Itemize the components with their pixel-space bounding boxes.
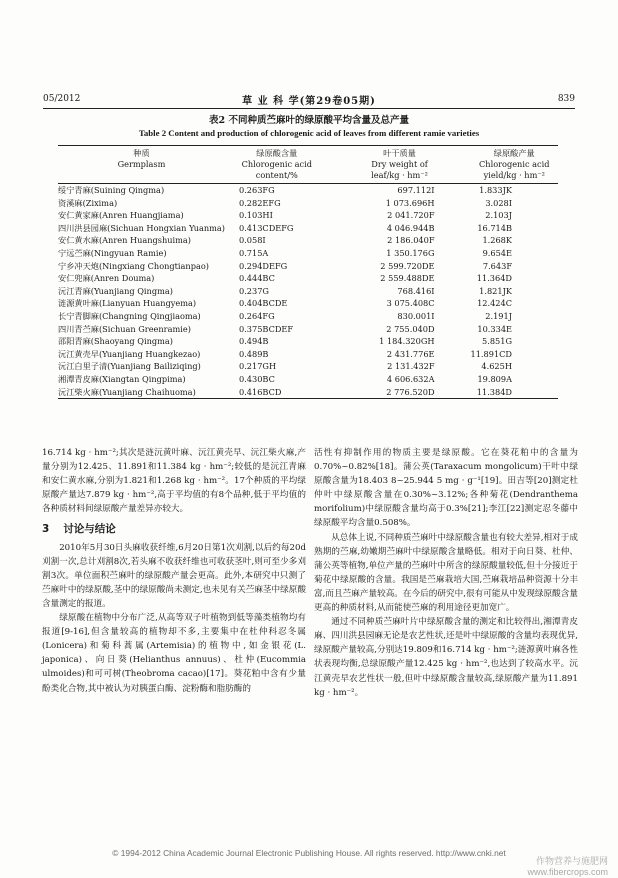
content-cell: 0.294DEFG: [238, 260, 288, 271]
content-cell: 0.282EFG: [238, 197, 281, 208]
paragraph: 绿原酸在植物中分布广泛,从高等双子叶植物到低等藻类植物均有报道[9-16],但含量较高的植物却不多,主要集中在杜仲科忍冬属(Lonicera)和菊科蒿属(Artemisia)的植物中,如金银花(L. japonica)、向日葵(Helianthus annuus)、杜仲(Eucommia ulmoides)和可可树(Theobroma cacao)[17]。葵花粕中含有少量酚类化合物,其中被认为对胰蛋白酶、淀粉酶和脂肪酶的: [42, 613, 306, 694]
dry-weight-cell: 1 073.696H: [385, 197, 435, 208]
paragraph: 从总体上说,不同种质苎麻叶中绿原酸含量也有较大差异,相对于成熟期的苎麻,幼嫩期苎麻叶中绿原酸含量略低。相对于向日葵、杜仲、蒲公英等植物,单位产量的苎麻叶中所含的绿原酸量较低,但十分接近于菊花中绿原酸的含量。我国是苎麻栽培大国,苎麻栽培品种资源十分丰富,而且苎麻产量较高。在今后的研究中,很有可能从中发现绿原酸含量更高的种质材料,从而能使苎麻的利用途径更加宽广。: [314, 532, 578, 614]
germplasm-cell: 资溪麻(Zixima): [58, 197, 118, 208]
germplasm-cell: 四川洪县园麻(Sichuan Hongxian Yuanma): [58, 222, 225, 233]
journal-title: 草 业 科 学(第29卷05期): [242, 96, 376, 107]
dry-weight-cell: 2 599.720DE: [380, 260, 435, 271]
content-cell: 0.430BC: [238, 373, 275, 384]
watermark: 作物营养与施肥网 www.fibercrops.com: [527, 856, 608, 877]
paragraph: 通过不同种质苎麻叶片中绿原酸含量的测定和比较得出,湘潭青皮麻、四川洪县园麻无论是农艺性状,还是叶中绿原酸的含量均表现优异,绿原酸产量较高,分别达19.809和16.714 kg · hm⁻²;涟源黄叶麻各性状表现均衡,总绿原酸产量12.425 kg · hm⁻²,也达到了较高水平。沅江黄壳早农艺性状一般,但叶中绿原酸含量较高,绿原酸产量为11.891 kg · hm⁻²。: [314, 617, 578, 698]
col-header-content: 绿原酸含量 Chlorogenic acid content/%: [225, 146, 329, 184]
table-row: [58, 197, 558, 210]
table-row: [58, 348, 558, 361]
yield-cell: 16.714B: [477, 222, 512, 233]
header-rule: [43, 108, 575, 109]
germplasm-cell: 沅江柴火麻(Yuanjiang Chaihuoma): [58, 386, 225, 399]
table-row: [58, 386, 558, 399]
table-row: [58, 297, 558, 310]
germplasm-cell: 沅江白里子清(Yuanjiang Bailiziqing): [58, 361, 201, 372]
yield-cell: 4.625H: [481, 361, 512, 372]
left-column: [42, 446, 306, 696]
copyright-footer: © 1994-2012 China Academic Journal Electronic Publishing House. All rights reserved. http://www.cnki.net: [112, 848, 506, 858]
content-cell: 0.058I: [238, 235, 266, 246]
dry-weight-cell: 4 046.944B: [386, 222, 435, 233]
content-cell: 0.263FG: [238, 185, 275, 195]
germplasm-cell: 宁远苎麻(Ningyuan Ramie): [58, 247, 167, 258]
germplasm-cell: 邵阳青麻(Shaoyang Qingma): [58, 336, 173, 347]
content-cell: 0.489B: [238, 348, 269, 359]
content-cell: 0.264FG: [238, 310, 275, 321]
dry-weight-cell: 2 131.432F: [387, 361, 435, 372]
content-cell: 0.494B: [238, 336, 269, 347]
table-row: [58, 209, 558, 222]
content-cell: 0.237G: [238, 285, 269, 296]
content-cell: 0.416BCD: [225, 386, 329, 399]
table-row: [58, 335, 558, 348]
content-cell: 0.715A: [238, 247, 269, 258]
yield-cell: 11.364D: [476, 273, 512, 284]
yield-cell: 10.334E: [477, 323, 512, 334]
table-row: [58, 272, 558, 285]
issue-label: 05/2012: [43, 94, 81, 104]
right-column: [314, 446, 578, 700]
dry-weight-cell: 2 041.720F: [387, 210, 435, 221]
dry-weight-cell: 768.416I: [397, 285, 435, 296]
table-row: [58, 184, 558, 197]
yield-cell: 1.268K: [482, 235, 512, 246]
table-row: [58, 310, 558, 323]
germplasm-cell: 涟源黄叶麻(Lianyuan Huangyema): [58, 298, 197, 309]
content-cell: 0.404BCDE: [238, 298, 288, 309]
paragraph: 活性有抑制作用的物质主要是绿原酸。它在葵花粕中的含量为0.70%~0.82%[18]。蒲公英(Taraxacum mongolicum)干叶中绿原酸含量为18.403 8~25.944 5 mg · g⁻¹[19]。田吉等[20]测定杜仲叶中绿原酸含量在0.30%~3.12%;各种菊花(Dendranthema morifolium)中绿原酸含量均高于0.3%[21];李江[22]测定忍冬藤中绿原酸平均含量0.508%。: [314, 448, 578, 529]
dry-weight-cell: 2 431.776E: [386, 348, 435, 359]
dry-weight-cell: 2 776.520D: [329, 386, 471, 399]
table-row: [58, 260, 558, 273]
col-header-germplasm: 种质 Germplasm: [58, 146, 225, 184]
dry-weight-cell: 2 559.488DE: [380, 273, 435, 284]
yield-cell: 1.821JK: [479, 285, 512, 296]
section-heading: 3 讨论与结论: [42, 523, 116, 536]
table-row: [58, 222, 558, 235]
yield-cell: 1.833JK: [479, 185, 512, 195]
yield-cell: 11.891CD: [470, 348, 512, 359]
yield-cell: 3.028I: [485, 197, 512, 208]
content-cell: 0.217GH: [238, 361, 277, 372]
paragraph: 2010年5月30日头麻收获纤维,6月20日第1次刈割,以后约每20d刈割一次,总计刈割8次,若头麻不收获纤维也可收获茎叶,则可至少多刈割3次。单位面积苎麻叶的绿原酸产量会更高。此外,本研究中只测了苎麻叶中的绿原酸,茎中的绿原酸尚未测定,也未见有关苎麻茎中绿原酸含量测定的报道。: [42, 542, 306, 609]
table-row: [58, 323, 558, 336]
dry-weight-cell: 2 186.040F: [387, 235, 435, 246]
table-row: [58, 247, 558, 260]
germplasm-cell: 安仁黄水麻(Anren Huangshuima): [58, 235, 191, 246]
table-row: [58, 360, 558, 373]
yield-cell: 2.103J: [485, 210, 512, 221]
germplasm-cell: 四川青苎麻(Sichuan Greenramie): [58, 323, 191, 334]
data-table: [58, 145, 558, 399]
germplasm-cell: 宁乡冲天炮(Ningxiang Chongtianpao): [58, 260, 209, 271]
dry-weight-cell: 1 184.320GH: [379, 336, 435, 347]
germplasm-cell: 沅江青麻(Yuanjiang Qingma): [58, 285, 173, 296]
germplasm-cell: 安仁兜麻(Anren Douma): [58, 273, 155, 284]
content-cell: 0.444BC: [238, 273, 275, 284]
table-row: [58, 285, 558, 298]
running-header: [43, 92, 575, 108]
germplasm-cell: 安仁黄家麻(Anren Huangjiama): [58, 210, 184, 221]
table-caption-cn: 表2 不同种质苎麻叶的绿原酸平均含量及总产量: [209, 115, 409, 126]
content-cell: 0.375BCDEF: [238, 323, 294, 334]
table-caption-en: Table 2 Content and production of chlorogenic acid of leaves from different ramie varieties: [138, 128, 480, 138]
dry-weight-cell: 1 350.176G: [386, 247, 435, 258]
table-row: [58, 373, 558, 386]
col-header-dry-weight: 叶干质量 Dry weight of leaf/kg · hm⁻²: [329, 146, 471, 184]
yield-cell: 2.191J: [485, 310, 512, 321]
germplasm-cell: 绥宁青麻(Suining Qingma): [58, 185, 165, 195]
yield-cell: 12.424C: [477, 298, 512, 309]
yield-cell: 9.654E: [482, 247, 512, 258]
content-cell: 0.103HI: [238, 210, 273, 221]
germplasm-cell: 长宁青脚麻(Changning Qingjiaoma): [58, 310, 201, 321]
yield-cell: 7.643F: [482, 260, 512, 271]
yield-cell: 5.851G: [482, 336, 512, 347]
yield-cell: 19.809A: [477, 373, 512, 384]
germplasm-cell: 湘潭青皮麻(Xiangtan Qingpima): [58, 373, 186, 384]
germplasm-cell: 沅江黄壳早(Yuanjiang Huangkezao): [58, 348, 201, 359]
dry-weight-cell: 2 755.040D: [386, 323, 435, 334]
col-header-yield: 绿原酸产量 Chlorogenic acid yield/kg · hm⁻²: [471, 146, 558, 184]
dry-weight-cell: 3 075.408C: [386, 298, 435, 309]
dry-weight-cell: 697.112I: [397, 185, 435, 195]
content-cell: 0.413CDEFG: [238, 222, 294, 233]
paragraph: 16.714 kg · hm⁻²;其次是涟沅黄叶麻、沅江黄壳早、沅江柴火麻,产量分别为12.425、11.891和11.384 kg · hm⁻²;较低的是沅江青麻和安仁黄水麻,分别为1.821和1.268 kg · hm⁻²。17个种质的平均绿原酸产量达7.879 kg · hm⁻²,高于平均值的有8个品种,低于平均值的各种质材料间绿原酸产量差异亦较大。: [42, 448, 306, 515]
yield-cell: 11.384D: [471, 386, 558, 399]
dry-weight-cell: 4 606.632A: [386, 373, 435, 384]
dry-weight-cell: 830.001I: [397, 310, 435, 321]
table-row: [58, 234, 558, 247]
page-number: 839: [557, 94, 575, 104]
